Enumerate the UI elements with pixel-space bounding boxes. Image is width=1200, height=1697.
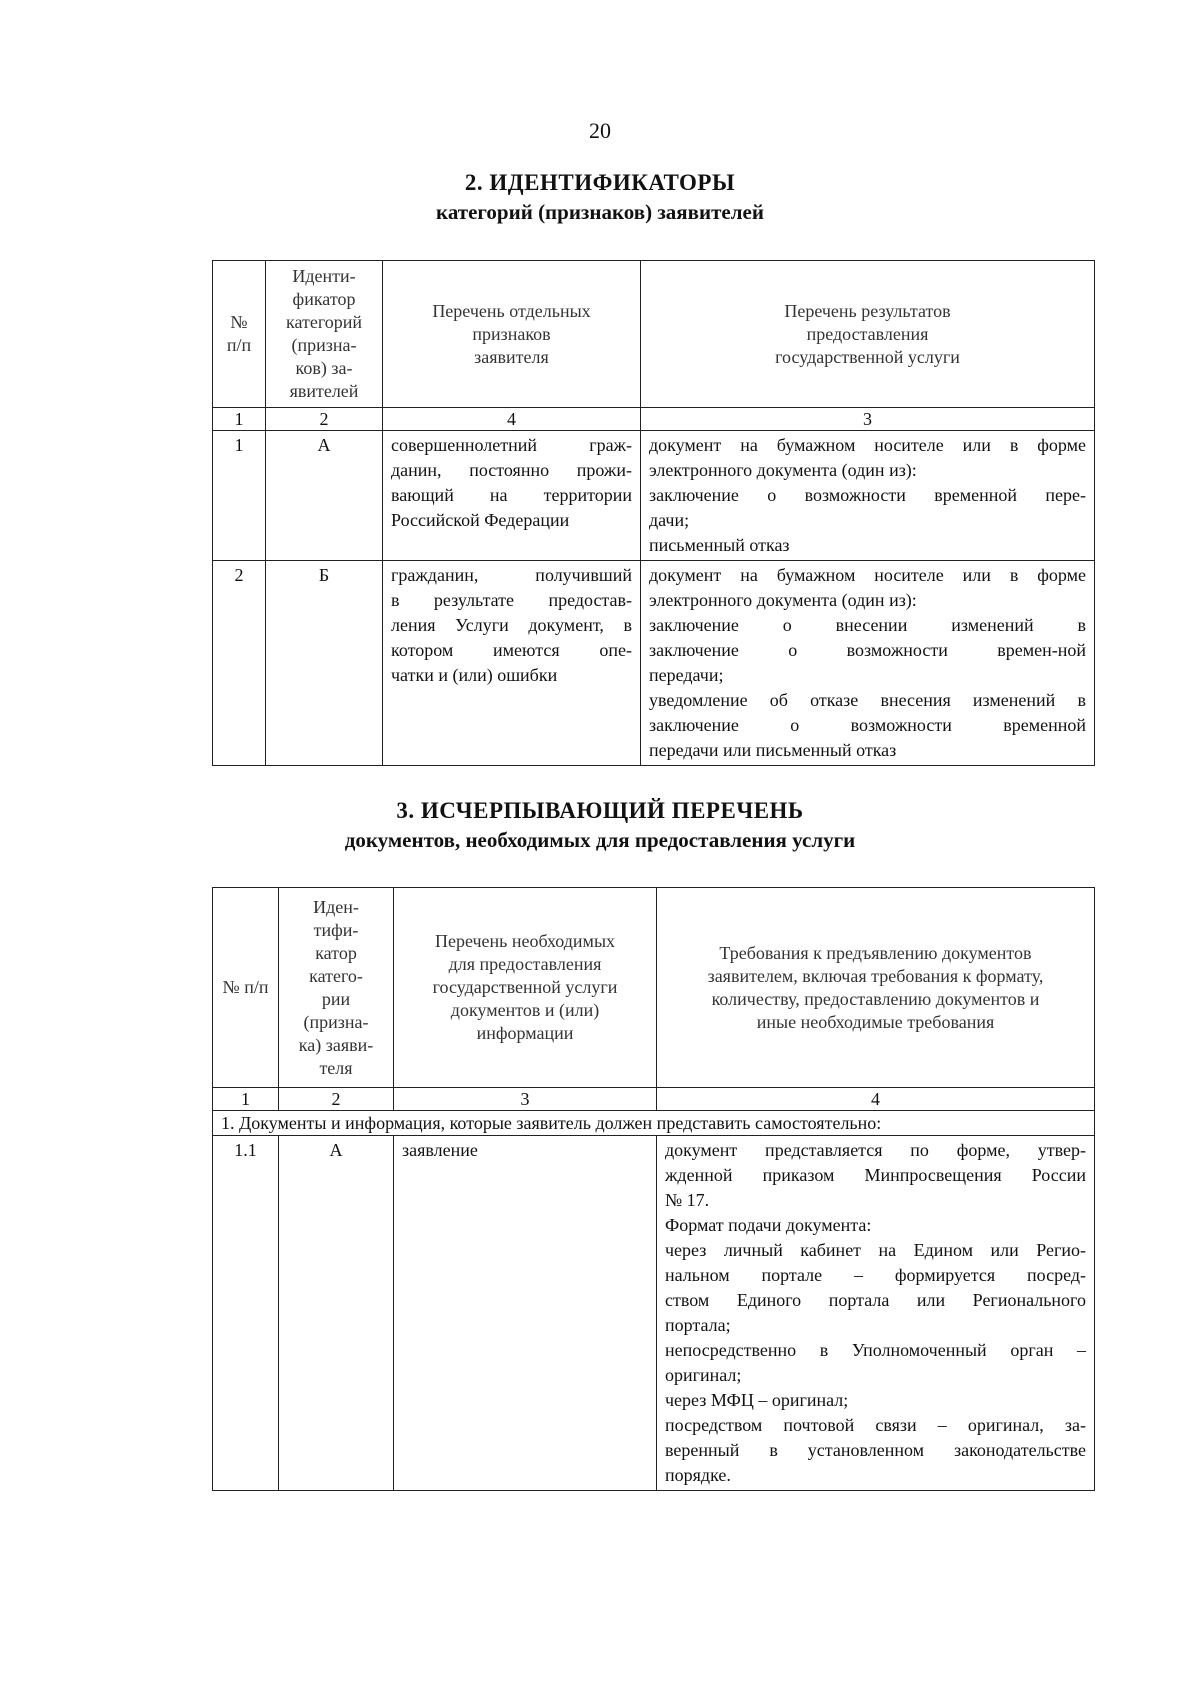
header-line: (призна- bbox=[291, 335, 357, 355]
col-number: 1 bbox=[213, 1088, 279, 1111]
col-number: 3 bbox=[641, 408, 1095, 431]
col-number: 1 bbox=[213, 408, 266, 431]
row-document: заявление bbox=[394, 1136, 657, 1491]
row-features bbox=[383, 561, 641, 766]
column-number-row bbox=[213, 408, 1095, 431]
text-line: совершеннолетний граж- bbox=[391, 435, 632, 455]
col-number: 4 bbox=[657, 1088, 1095, 1111]
text-line: Формат подачи документа: bbox=[665, 1215, 872, 1235]
text-line: портала; bbox=[665, 1315, 731, 1335]
text-line: передачи или письменный отказ bbox=[649, 740, 897, 760]
header-line: заявителя bbox=[474, 346, 549, 367]
header-line: количеству, предоставлению документов и bbox=[711, 988, 1040, 1009]
col-number: 2 bbox=[279, 1088, 394, 1111]
header-line: явителей bbox=[289, 381, 359, 401]
header-num bbox=[213, 261, 266, 408]
header-line: теля bbox=[319, 1057, 353, 1078]
header-line: катего- bbox=[309, 965, 363, 986]
group-row bbox=[213, 1111, 1095, 1136]
row-num: 1 bbox=[213, 431, 266, 561]
text-line: Российской Федерации bbox=[391, 510, 570, 530]
header-line: фикатор bbox=[292, 289, 356, 309]
header-line: катор bbox=[315, 942, 357, 963]
text-line: документ на бумажном носителе или в форме bbox=[649, 565, 1086, 585]
text-line: документ на бумажном носителе или в форме bbox=[649, 435, 1086, 455]
header-line: государственной услуги bbox=[432, 977, 618, 997]
row-id: А bbox=[266, 431, 383, 561]
text-line: гражданин, получивший bbox=[391, 565, 632, 585]
row-results bbox=[641, 431, 1095, 561]
required-documents-table bbox=[212, 887, 1095, 1491]
header-line: Требования к предъявлению документов bbox=[719, 942, 1032, 963]
header-num-text: № п/п bbox=[226, 312, 252, 355]
table-row bbox=[213, 1136, 1095, 1491]
header-line: иные необходимые требования bbox=[756, 1011, 995, 1032]
text-line: заключение о возможности временной пере- bbox=[649, 485, 1086, 505]
row-results bbox=[641, 561, 1095, 766]
text-line: порядке. bbox=[665, 1465, 731, 1485]
header-line: признаков bbox=[472, 323, 551, 344]
header-line: предоставления bbox=[806, 323, 929, 344]
text-line: котором имеются опе- bbox=[391, 640, 632, 660]
text-line: посредством почтовой связи – оригинал, за- bbox=[665, 1415, 1086, 1435]
table-header-row bbox=[213, 888, 1095, 1088]
text-line: непосредственно в Уполномоченный орган – bbox=[665, 1340, 1086, 1360]
text-line: нальном портале – формируется посред- bbox=[665, 1265, 1086, 1285]
text-line: заключение о возможности времен-ной bbox=[649, 640, 1086, 660]
text-line: в результате предостав- bbox=[391, 590, 632, 610]
text-line: электронного документа (один из): bbox=[649, 460, 917, 480]
text-line: дачи; bbox=[649, 510, 690, 530]
header-identifier bbox=[279, 888, 394, 1088]
group-row-text: 1. Документы и информация, которые заявитель должен представить самостоятельно: bbox=[213, 1111, 1095, 1136]
row-id: А bbox=[279, 1136, 394, 1491]
text-line: электронного документа (один из): bbox=[649, 590, 917, 610]
row-features bbox=[383, 431, 641, 561]
text-line: веренный в установленном законодательстве bbox=[665, 1440, 1086, 1460]
text-line: письменный отказ bbox=[649, 535, 790, 555]
text-line: через МФЦ – оригинал; bbox=[665, 1390, 849, 1410]
row-id: Б bbox=[266, 561, 383, 766]
header-documents bbox=[394, 888, 657, 1088]
header-requirements bbox=[657, 888, 1095, 1088]
row-requirements bbox=[657, 1136, 1095, 1491]
section-3-title: 3. ИСЧЕРПЫВАЮЩИЙ ПЕРЕЧЕНЬ bbox=[396, 798, 804, 823]
applicant-categories-table bbox=[212, 260, 1095, 766]
header-line: для предоставления bbox=[448, 954, 602, 974]
header-line: государственной услуги bbox=[775, 346, 960, 367]
text-line: данин, постоянно прожи- bbox=[391, 460, 632, 480]
page-number: 20 bbox=[589, 118, 611, 143]
text-line: жденной приказом Минпросвещения России bbox=[665, 1165, 1086, 1185]
section-2-subtitle: категорий (признаков) заявителей bbox=[436, 200, 764, 224]
header-results bbox=[641, 261, 1095, 408]
text-line: передачи; bbox=[649, 665, 724, 685]
table-header-row bbox=[213, 261, 1095, 408]
text-line: ством Единого портала или Регионального bbox=[665, 1290, 1086, 1310]
text-line: уведомление об отказе внесения изменений в bbox=[649, 690, 1086, 710]
header-num bbox=[213, 888, 279, 1088]
text-line: через личный кабинет на Едином или Регио- bbox=[665, 1240, 1086, 1260]
header-features bbox=[383, 261, 641, 408]
section-2-heading bbox=[0, 170, 1200, 225]
text-line: заключение о возможности временной bbox=[649, 715, 1086, 735]
row-num: 1.1 bbox=[213, 1136, 279, 1491]
header-line: Иденти- bbox=[292, 266, 356, 286]
header-line: Перечень результатов bbox=[784, 300, 951, 321]
header-identifier bbox=[266, 261, 383, 408]
table-row bbox=[213, 431, 1095, 561]
section-3-heading bbox=[0, 798, 1200, 853]
column-number-row bbox=[213, 1088, 1095, 1111]
header-line: ка) заяви- bbox=[298, 1034, 374, 1055]
header-line: документов и (или) bbox=[450, 1000, 600, 1020]
text-line: ления Услуги документ, в bbox=[391, 615, 632, 635]
text-line: чатки и (или) ошибки bbox=[391, 665, 558, 685]
header-line: ков) за- bbox=[295, 358, 353, 378]
col-number: 2 bbox=[266, 408, 383, 431]
section-2-title: 2. ИДЕНТИФИКАТОРЫ bbox=[464, 170, 736, 195]
header-line: информации bbox=[476, 1023, 574, 1043]
text-line: оригинал; bbox=[665, 1365, 742, 1385]
text-line: вающий на территории bbox=[391, 485, 632, 505]
header-line: (призна- bbox=[303, 1011, 369, 1032]
header-line: заявителем, включая требования к формату, bbox=[707, 965, 1044, 986]
header-num-text: № п/п bbox=[222, 977, 269, 997]
text-line: № 17. bbox=[665, 1190, 710, 1210]
table-row bbox=[213, 561, 1095, 766]
header-line: Перечень необходимых bbox=[434, 931, 616, 951]
header-line: тифи- bbox=[313, 919, 359, 940]
col-number: 4 bbox=[383, 408, 641, 431]
header-line: рии bbox=[321, 988, 351, 1009]
section-3-subtitle: документов, необходимых для предоставления услуги bbox=[344, 828, 856, 852]
text-line: документ представляется по форме, утвер- bbox=[665, 1140, 1086, 1160]
text-line: заключение о внесении изменений в bbox=[649, 615, 1086, 635]
header-line: категорий bbox=[285, 312, 363, 332]
header-line: Перечень отдельных bbox=[432, 300, 591, 321]
col-number: 3 bbox=[394, 1088, 657, 1111]
row-num: 2 bbox=[213, 561, 266, 766]
header-line: Иден- bbox=[313, 896, 359, 917]
